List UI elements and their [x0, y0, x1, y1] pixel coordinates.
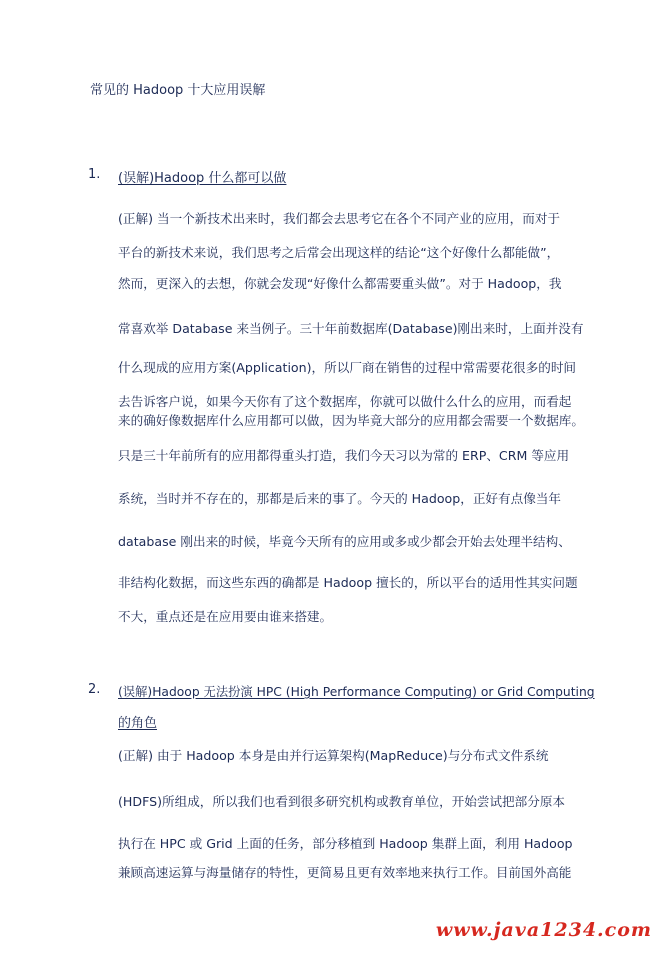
body-line: database 刚出来的时候，毕竟今天所有的应用或多或少都会开始去处理半结构、 — [118, 534, 571, 549]
section-2-number: 2. — [88, 682, 101, 697]
body-line: 平台的新技术来说，我们思考之后常会出现这样的结论“这个好像什么都能做”， — [118, 245, 560, 260]
body-line: 然而，更深入的去想，你就会发现“好像什么都需要重头做”。对于 Hadoop，我 — [118, 276, 562, 291]
body-line: (正解) 由于 Hadoop 本身是由并行运算架构(MapReduce)与分布式文件系统 — [118, 748, 549, 763]
body-line: 常喜欢举 Database 来当例子。三十年前数据库(Database)刚出来时，上面并没有 — [118, 321, 584, 336]
body-line: 兼顾高速运算与海量储存的特性，更简易且更有效率地来执行工作。目前国外高能 — [118, 865, 572, 880]
body-line: (正解) 当一个新技术出来时，我们都会去思考它在各个不同产业的应用，而对于 — [118, 211, 561, 226]
section-2-heading-continued[interactable]: 的角色 — [118, 716, 158, 731]
body-line: (HDFS)所组成，所以我们也看到很多研究机构或教育单位，开始尝试把部分原本 — [118, 794, 566, 809]
section-1-number: 1. — [88, 167, 101, 182]
body-line: 什么现成的应用方案(Application)，所以厂商在销售的过程中常需要花很多的时间 — [118, 360, 577, 375]
body-line: 执行在 HPC 或 Grid 上面的任务，部分移植到 Hadoop 集群上面，利用 Hadoop — [118, 836, 573, 851]
body-line: 非结构化数据，而这些东西的确都是 Hadoop 擅长的，所以平台的适用性其实问题 — [118, 575, 578, 590]
watermark: www.java1234.com — [435, 919, 652, 941]
body-line: 来的确好像数据库什么应用都可以做，因为毕竟大部分的应用都会需要一个数据库。 — [118, 413, 584, 428]
body-line: 系统，当时并不存在的，那都是后来的事了。今天的 Hadoop，正好有点像当年 — [118, 491, 561, 506]
section-2-heading[interactable]: (误解)Hadoop 无法扮演 HPC (High Performance Computing) or Grid Computing — [118, 685, 595, 699]
body-line: 只是三十年前所有的应用都得重头打造，我们今天习以为常的 ERP、CRM 等应用 — [118, 448, 570, 463]
section-1-heading[interactable]: (误解)Hadoop 什么都可以做 — [118, 171, 287, 186]
page-title: 常见的 Hadoop 十大应用误解 — [90, 83, 266, 98]
body-line: 不大，重点还是在应用要由谁来搭建。 — [118, 609, 333, 624]
body-line: 去告诉客户说，如果今天你有了这个数据库，你就可以做什么什么的应用，而看起 — [118, 394, 572, 409]
